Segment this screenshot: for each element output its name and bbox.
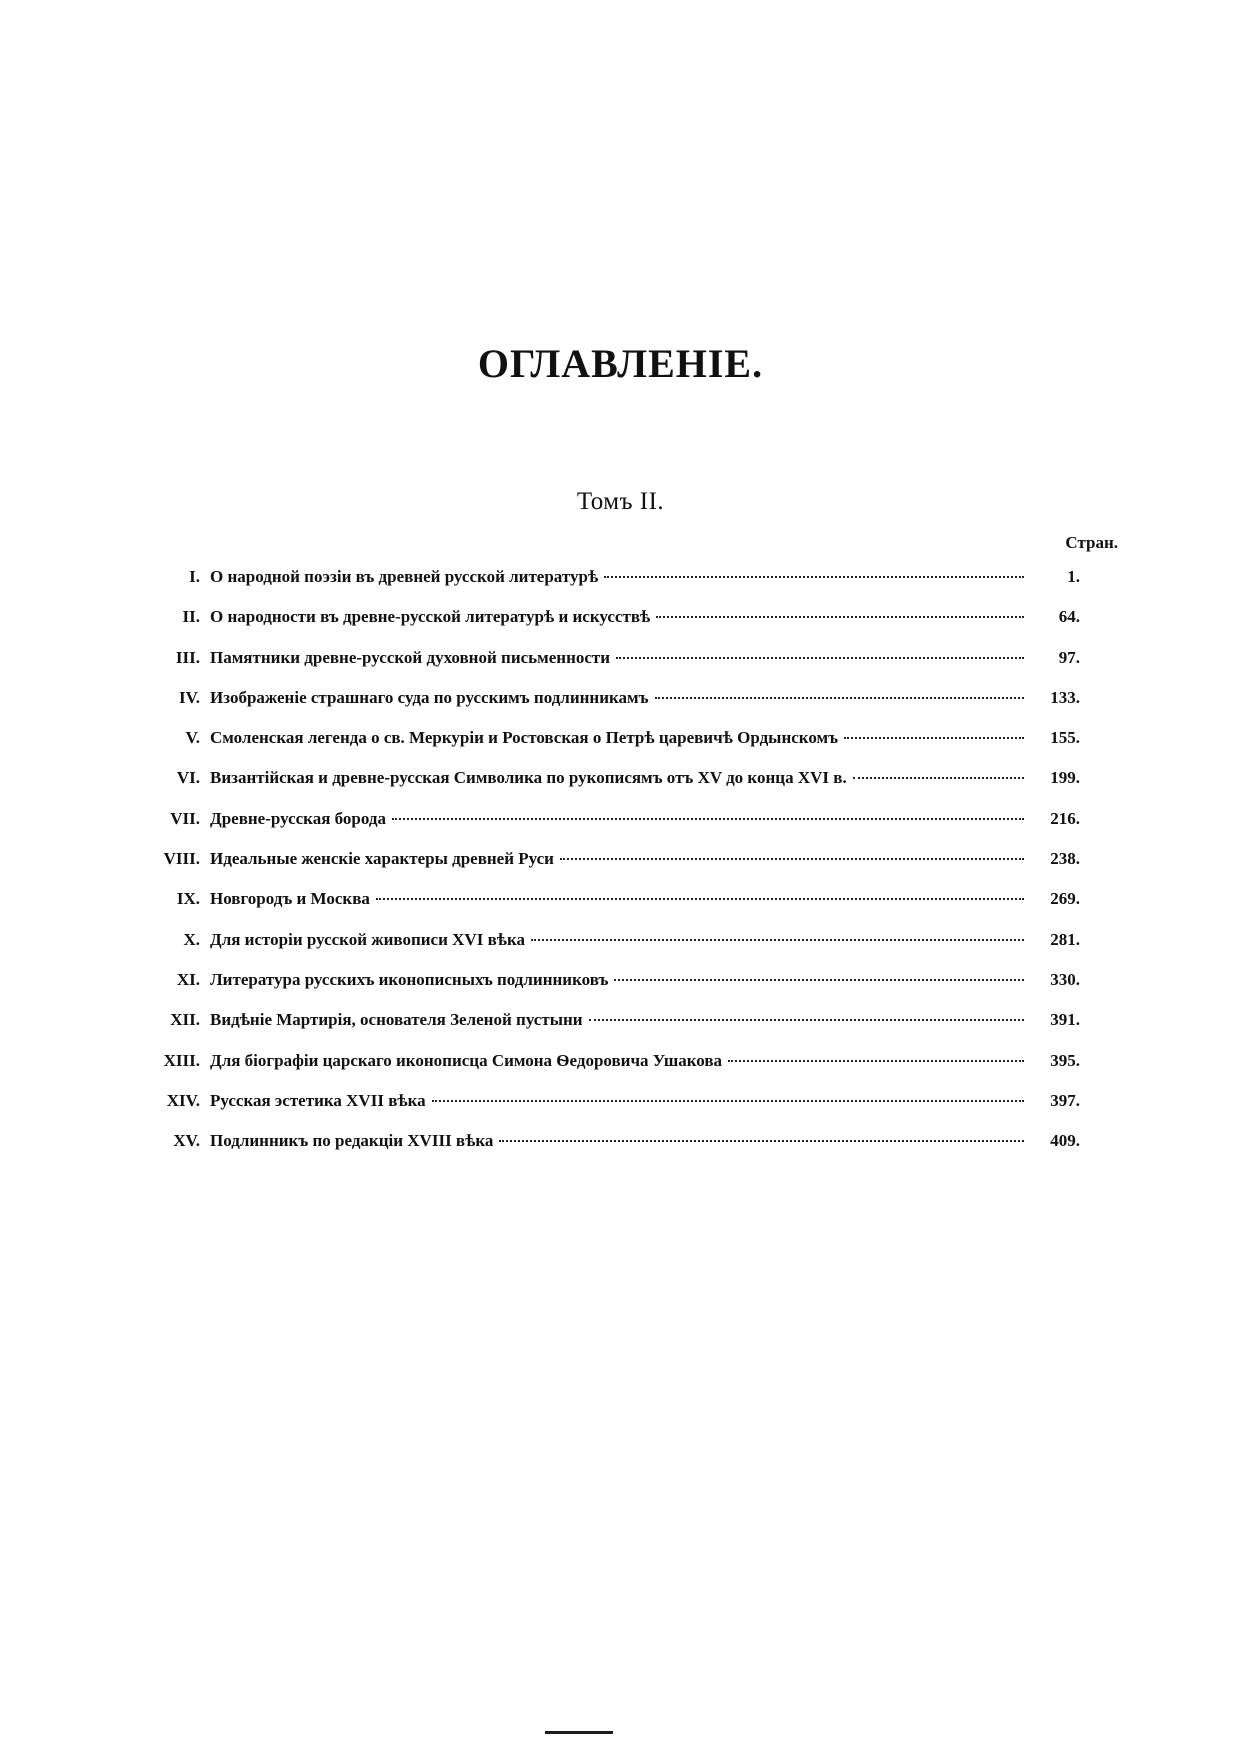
toc-entry-page: 409. xyxy=(1050,1131,1080,1151)
toc-entry xyxy=(140,567,1080,607)
toc-entry xyxy=(140,648,1080,688)
toc-entry-number: V. xyxy=(185,728,200,748)
dot-leader xyxy=(656,616,1024,618)
dot-leader xyxy=(560,858,1024,860)
toc-entry-title: Для біографіи царскаго иконописца Симона Ѳедоровича Ушакова xyxy=(210,1050,723,1070)
volume-heading: Томъ II. xyxy=(576,488,665,515)
toc-entry-number: XIV. xyxy=(166,1090,200,1110)
toc-entry-number: VI. xyxy=(176,768,200,788)
toc-entry-page: 64. xyxy=(1058,607,1080,627)
toc-entry-number: XV. xyxy=(173,1131,200,1151)
toc-entry-title: О народной поэзіи въ древней русской литературѣ xyxy=(210,567,599,586)
toc-entry-number: X. xyxy=(183,929,200,949)
page-title: ОГЛАВЛЕНIЕ. xyxy=(477,341,764,386)
toc-entry xyxy=(140,1010,1080,1050)
toc-entry-page: 395. xyxy=(1050,1050,1080,1070)
dot-leader xyxy=(616,657,1024,659)
toc-entry-page: 269. xyxy=(1050,889,1080,909)
toc-entry-number: IV. xyxy=(179,687,200,707)
toc-entry-page: 1. xyxy=(1067,567,1080,586)
toc-entry-page: 133. xyxy=(1050,687,1080,707)
toc-entry xyxy=(140,688,1080,728)
toc-entry-title: Изображеніе страшнаго суда по русскимъ подлинникамъ xyxy=(210,687,649,707)
toc-entry-number: VII. xyxy=(170,808,200,828)
toc-entry-page: 216. xyxy=(1050,808,1080,828)
toc-entry-page: 155. xyxy=(1050,728,1080,748)
dot-leader xyxy=(432,1100,1024,1102)
dot-leader xyxy=(614,979,1024,981)
toc-entry-title: Смоленская легенда о св. Меркуріи и Ростовская о Петрѣ царевичѣ Ордынскомъ xyxy=(210,728,839,748)
toc-entry-page: 199. xyxy=(1050,768,1080,788)
toc-entry xyxy=(140,1091,1080,1131)
toc-entry-page: 97. xyxy=(1058,647,1080,667)
toc-entry xyxy=(140,728,1080,768)
dot-leader xyxy=(531,939,1024,941)
dot-leader xyxy=(499,1140,1024,1142)
toc-entry-title: Новгородъ и Москва xyxy=(210,889,370,909)
toc-entry xyxy=(140,607,1080,647)
dot-leader xyxy=(589,1019,1024,1021)
toc-entry-number: XIII. xyxy=(163,1050,200,1070)
toc-entry-title: О народности въ древне-русской литературѣ и искусствѣ xyxy=(210,607,651,627)
toc-entry-number: IX. xyxy=(176,889,200,909)
toc-entry-title: Византійская и древне-русская Символика по рукописямъ отъ XV до конца XVI в. xyxy=(210,768,847,788)
toc-entry-page: 281. xyxy=(1050,929,1080,949)
toc-entry xyxy=(140,970,1080,1010)
toc-entry-title: Русская эстетика XVII вѣка xyxy=(210,1090,426,1110)
table-of-contents xyxy=(140,567,1080,1171)
dot-leader xyxy=(376,898,1024,900)
toc-entry xyxy=(140,1131,1080,1171)
pages-column-label: Стран. xyxy=(1065,533,1118,552)
toc-entry-number: III. xyxy=(175,647,200,667)
dot-leader xyxy=(392,818,1024,820)
toc-entry xyxy=(140,930,1080,970)
toc-entry-page: 391. xyxy=(1050,1010,1080,1030)
toc-entry-number: XII. xyxy=(170,1010,200,1030)
toc-entry-number: I. xyxy=(189,567,200,586)
toc-entry-title: Идеальные женскіе характеры древней Руси xyxy=(210,849,554,869)
toc-entry-number: II. xyxy=(182,607,200,627)
toc-entry xyxy=(140,768,1080,808)
toc-entry-title: Памятники древне-русской духовной письменности xyxy=(210,647,611,667)
dot-leader xyxy=(655,697,1024,699)
toc-entry xyxy=(140,809,1080,849)
toc-entry-title: Подлинникъ по редакціи XVIII вѣка xyxy=(210,1131,494,1151)
toc-entry xyxy=(140,1051,1080,1091)
toc-entry-number: VIII. xyxy=(163,849,200,869)
toc-entry-page: 238. xyxy=(1050,849,1080,869)
toc-entry-title: Литература русскихъ иконописныхъ подлинниковъ xyxy=(210,969,609,989)
closing-rule xyxy=(545,1731,613,1734)
toc-entry xyxy=(140,849,1080,889)
toc-entry-title: Древне-русская борода xyxy=(210,808,387,828)
dot-leader xyxy=(844,737,1024,739)
toc-entry-number: XI. xyxy=(176,969,200,989)
dot-leader xyxy=(853,777,1024,779)
toc-entry-title: Видѣніе Мартирія, основателя Зеленой пустыни xyxy=(210,1010,583,1030)
toc-entry-page: 330. xyxy=(1050,969,1080,989)
dot-leader xyxy=(728,1060,1024,1062)
toc-entry-page: 397. xyxy=(1050,1090,1080,1110)
toc-entry xyxy=(140,889,1080,929)
dot-leader xyxy=(604,576,1024,578)
toc-entry-title: Для исторіи русской живописи XVI вѣка xyxy=(210,929,525,949)
